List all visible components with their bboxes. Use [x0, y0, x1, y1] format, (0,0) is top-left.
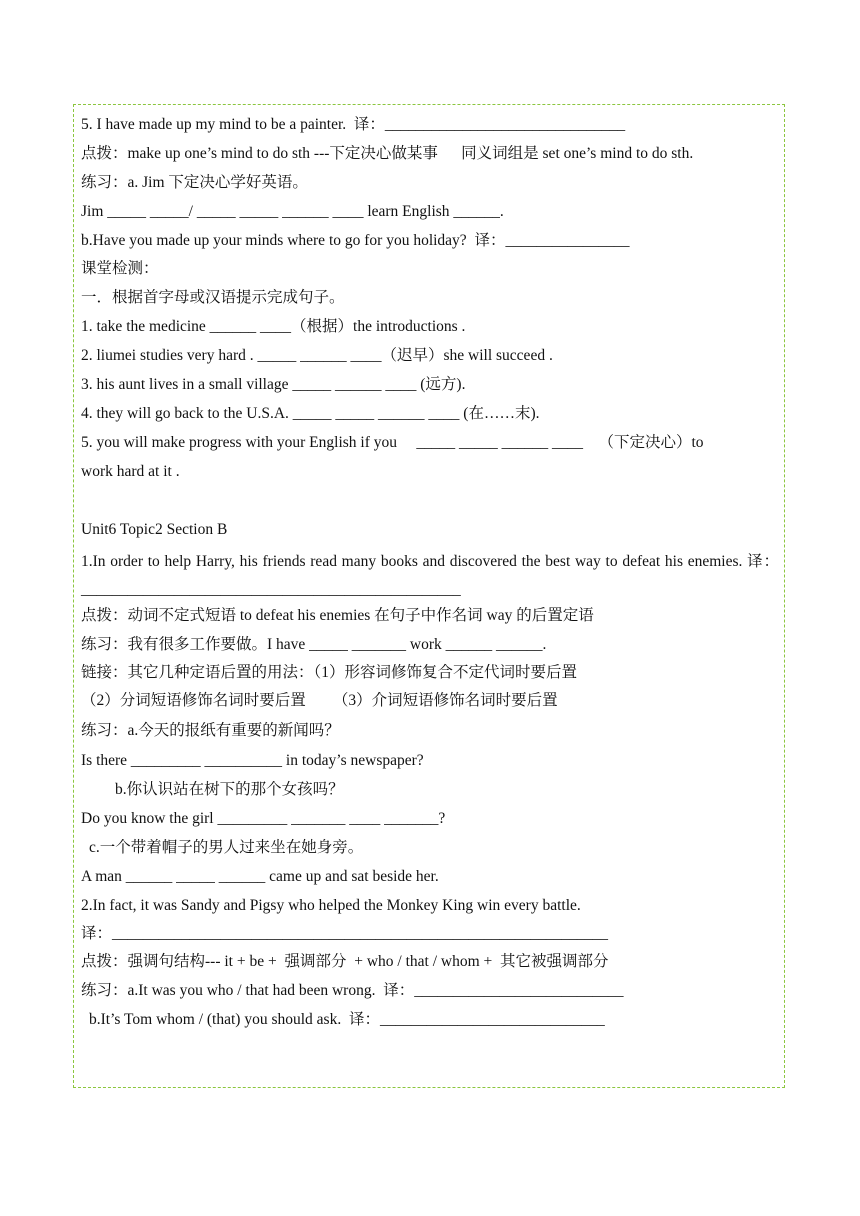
text-paragraph: 1.In order to help Harry, his friends read many books and discovered the best way to defeat his enemies. 译：_________________________________________________: [81, 553, 779, 598]
text-line: 课堂检测：: [81, 260, 159, 277]
text-line: work hard at it .: [81, 463, 180, 480]
text-line: 练习：a.今天的报纸有重要的新闻吗？: [81, 722, 340, 739]
text-line: 4. they will go back to the U.S.A. _____ _____ ______ ____ (在……末).: [81, 405, 540, 422]
text-line: 练习：我有很多工作要做。I have _____ _______ work ______ ______.: [81, 636, 547, 653]
text-line: （2）分词短语修饰名词时要后置 （3）介词短语修饰名词时要后置: [81, 692, 558, 709]
text-line: Do you know the girl _________ _______ ____ _______?: [81, 810, 446, 827]
text-line: 点拨：make up one’s mind to do sth ---下定决心做某事 同义词组是 set one’s mind to do sth.: [81, 145, 694, 162]
text-line: Jim _____ _____/ _____ _____ ______ ____ learn English ______.: [81, 203, 504, 220]
text-line: 3. his aunt lives in a small village _____ ______ ____ (远方).: [81, 376, 466, 393]
text-line: 点拨：强调句结构--- it + be + 强调部分 + who / that / whom + 其它被强调部分: [81, 953, 609, 970]
text-line: 练习：a. Jim 下定决心学好英语。: [81, 174, 308, 191]
text-line: A man ______ _____ ______ came up and sat beside her.: [81, 868, 439, 885]
text-line: 点拨：动词不定式短语 to defeat his enemies 在句子中作名词 way 的后置定语: [81, 607, 594, 624]
text-line: 一．根据首字母或汉语提示完成句子。: [81, 289, 345, 306]
text-line: Is there _________ __________ in today’s newspaper?: [81, 752, 424, 769]
section-heading: Unit6 Topic2 Section B: [81, 521, 228, 538]
text-line: c.一个带着帽子的男人过来坐在她身旁。: [89, 839, 364, 856]
text-line: 1. take the medicine ______ ____（根据）the introductions .: [81, 318, 466, 335]
text-line: 5. you will make progress with your English if you _____ _____ ______ ____ （下定决心）to: [81, 434, 704, 451]
text-line: 2.In fact, it was Sandy and Pigsy who helped the Monkey King win every battle.: [81, 897, 581, 914]
text-line: 练习：a.It was you who / that had been wrong. 译：___________________________: [81, 982, 624, 999]
text-line: 5. I have made up my mind to be a painter. 译：_______________________________: [81, 116, 626, 133]
text-line: 2. liumei studies very hard . _____ ______ ____（迟早）she will succeed .: [81, 347, 553, 364]
text-line: b.Have you made up your minds where to go for you holiday? 译：________________: [81, 232, 630, 249]
text-line: 链接：其它几种定语后置的用法：（1）形容词修饰复合不定代词时要后置: [81, 664, 578, 681]
text-line: b.你认识站在树下的那个女孩吗？: [115, 781, 344, 798]
text-line: 译：________________________________________________________________: [81, 925, 609, 942]
text-line: b.It’s Tom whom / (that) you should ask. 译：_____________________________: [89, 1011, 605, 1028]
